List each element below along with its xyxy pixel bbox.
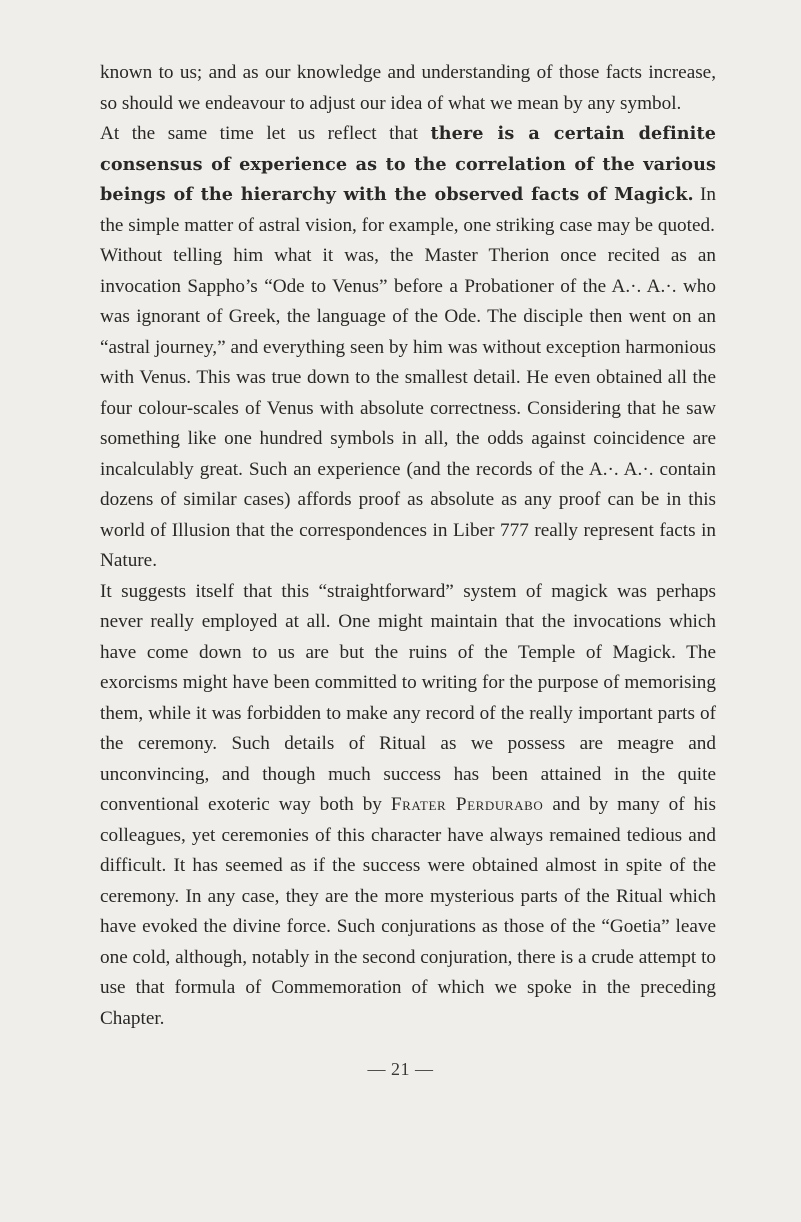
paragraph-1 bbox=[100, 58, 716, 119]
paragraph-2-bold-text: there is a certain definite consensus of experience as to the correlation of the various beings of the hierarchy with the observed facts of Magick. bbox=[100, 123, 716, 205]
page-number: — 21 — bbox=[367, 1059, 434, 1079]
paragraph-4-text-b: and by many of his colleagues, yet ceremonies of this character have always remained tedious and difficult. It has seemed as if the success were obtained almost in spite of the ceremony. In any case, they are the more mysterious parts of the Ritual which have evoked the divine force. Such conjurations as those of the “Goetia” leave one cold, although, notably in the second conjuration, there is a crude attempt to use that formula of Commemoration of which we spoke in the preceding Chapter. bbox=[100, 794, 716, 1029]
paragraph-3 bbox=[100, 241, 716, 577]
paragraph-4-smallcaps-name: Frater Perdurabo bbox=[390, 794, 544, 815]
paragraph-2 bbox=[100, 119, 716, 241]
paragraph-2-text-a: At the same time let us reflect that bbox=[100, 123, 431, 144]
paragraph-4-text-a: It suggests itself that this “straightforward” system of magick was perhaps never really employed at all. One might maintain that the invocations which have come down to us are but the ruins of the Temple of Magick. The exorcisms might have been committed to writing for the purpose of memorising them, while it was forbidden to make any record of the really important parts of the ceremony. Such details of Ritual as we possess are meagre and unconvincing, and though much success has been attained in the quite conventional exoteric way both by bbox=[100, 580, 716, 815]
paragraph-1-text: known to us; and as our knowledge and understanding of those facts increase, so should we endeavour to adjust our idea of what we mean by any symbol. bbox=[100, 62, 716, 114]
paragraph-4 bbox=[100, 577, 716, 1035]
paragraph-2-text-b: In the simple matter of astral vision, for example, one striking case may be quoted. bbox=[100, 184, 716, 236]
paragraph-3-text: Without telling him what it was, the Master Therion once recited as an invocation Sappho’s “Ode to Venus” before a Probationer of the A.·. A.·. who was ignorant of Greek, the language of the Ode. The disciple then went on an “astral journey,” and everything seen by him was without exception harmonious with Venus. This was true down to the smallest detail. He even obtained all the four colour-scales of Venus with absolute correctness. Considering that he saw something like one hundred symbols in all, the odds against coincidence are incalculably great. Such an experience (and the records of the A.·. A.·. contain dozens of similar cases) affords proof as absolute as any proof can be in this world of Illusion that the correspondences in Liber 777 really represent facts in Nature. bbox=[100, 245, 716, 571]
body-text bbox=[100, 58, 716, 1034]
